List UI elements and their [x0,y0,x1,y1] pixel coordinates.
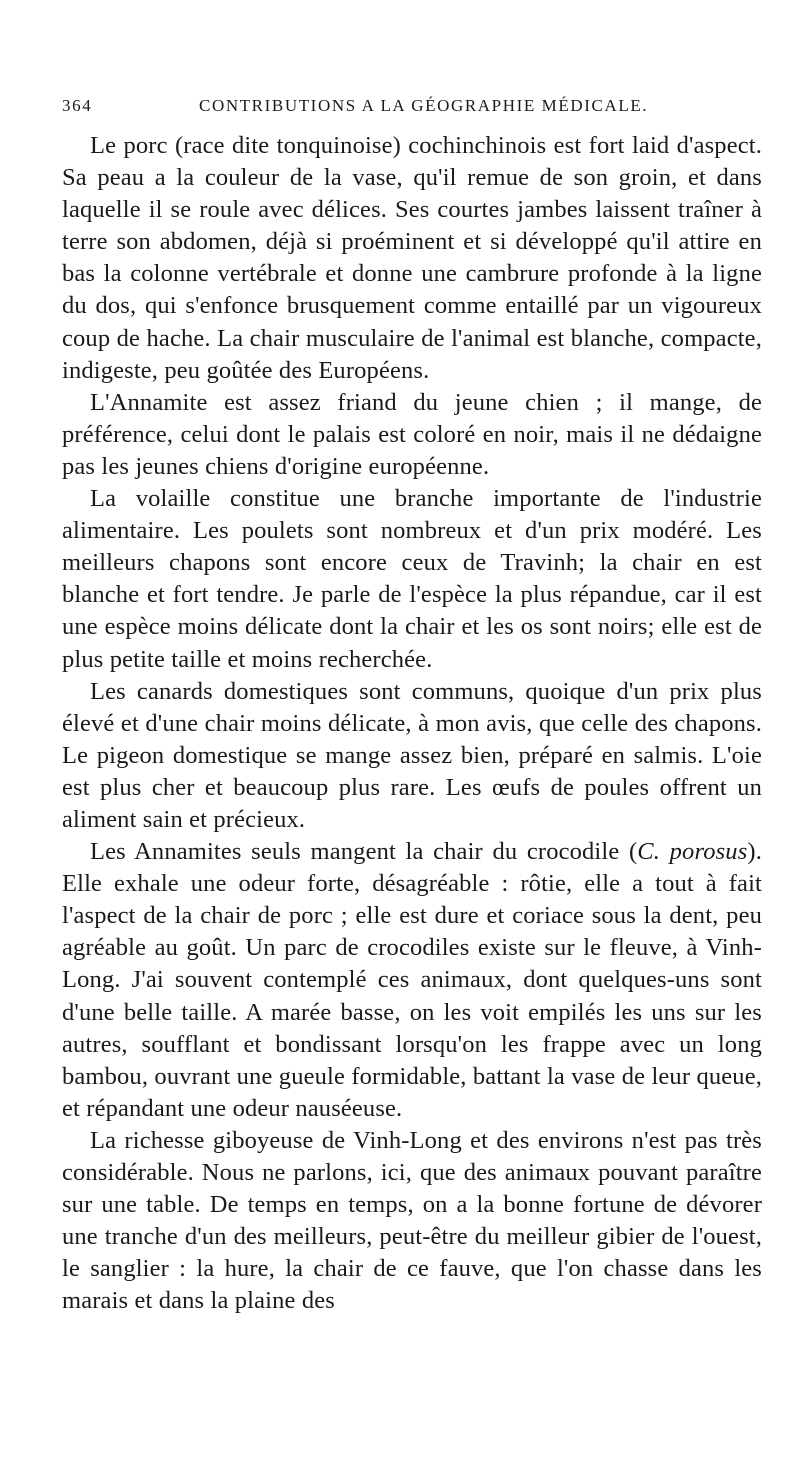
paragraph-dog: L'Annamite est assez friand du jeune chien ; il mange, de préférence, celui dont le palais est coloré en noir, mais il ne dédaigne pas les jeunes chiens d'origine européenne. [62,388,762,480]
crocodile-text-end: ). Elle exhale une odeur forte, désagréable : rôtie, elle a tout à fait l'aspect de la chair de porc ; elle est dure et coriace sous la dent, peu agréable au goût. Un parc de crocodiles existe sur le fleuve, à Vinh-Long. J'ai souvent contemplé ces animaux, dont quelques-uns sont d'une belle taille. A marée basse, on les voit empilés les uns sur les autres, soufflant et bondissant lorsqu'on les frappe avec un long bambou, ouvrant une gueule formidable, battant la vase de leur queue, et répandant une odeur nauséeuse. [62,838,762,1122]
paragraph-ducks: Les canards domestiques sont communs, quoique d'un prix plus élevé et d'une chair moins délicate, à mon avis, que celle des chapons. Le pigeon domestique se mange assez bien, préparé en salmis. L'oie est plus cher et beaucoup plus rare. Les œufs de poules offrent un aliment sain et précieux. [62,677,762,833]
page-header [62,96,762,130]
body-text [62,130,762,1317]
crocodile-text-start: Les Annamites seuls mangent la chair du crocodile ( [90,838,638,866]
paragraph-poultry: La volaille constitue une branche importante de l'industrie alimentaire. Les poulets sont nombreux et d'un prix modéré. Les meilleurs chapons sont encore ceux de Travinh; la chair en est blanche et fort tendre. Je parle de l'espèce la plus répandue, car il est une espèce moins délicate dont la chair et les os sont noirs; elle est de plus petite taille et moins recherchée. [62,485,762,673]
paragraph-pork: Le porc (race dite tonquinoise) cochinchinois est fort laid d'aspect. Sa peau a la couleur de la vase, qu'il remue de son groin, et dans laquelle il se roule avec délices. Ses courtes jambes laissent traîner à terre son abdomen, déjà si proéminent et si développé qu'il attire en bas la colonne vertébrale et donne une cambrure profonde à la ligne du dos, qui s'enfonce brusquement comme entaillé par un vigoureux coup de hache. La chair musculaire de l'animal est blanche, compacte, indigeste, peu goûtée des Européens. [62,132,762,384]
species-name: C. porosus [637,838,748,866]
paragraph-game: La richesse giboyeuse de Vinh-Long et des environs n'est pas très considérable. Nous ne parlons, ici, que des animaux pouvant paraître sur une table. De temps en temps, on a la bonne fortune de dévorer une tranche d'un des meilleurs, peut-être du meilleur gibier de l'ouest, le sanglier : la hure, la chair de ce fauve, que l'on chasse dans les marais et dans la plaine des [62,1126,762,1315]
page-number: 364 [62,96,93,115]
running-title: CONTRIBUTIONS A LA GÉOGRAPHIE MÉDICALE. [199,96,649,115]
book-page [62,96,762,1317]
paragraph-crocodile [62,836,762,1125]
